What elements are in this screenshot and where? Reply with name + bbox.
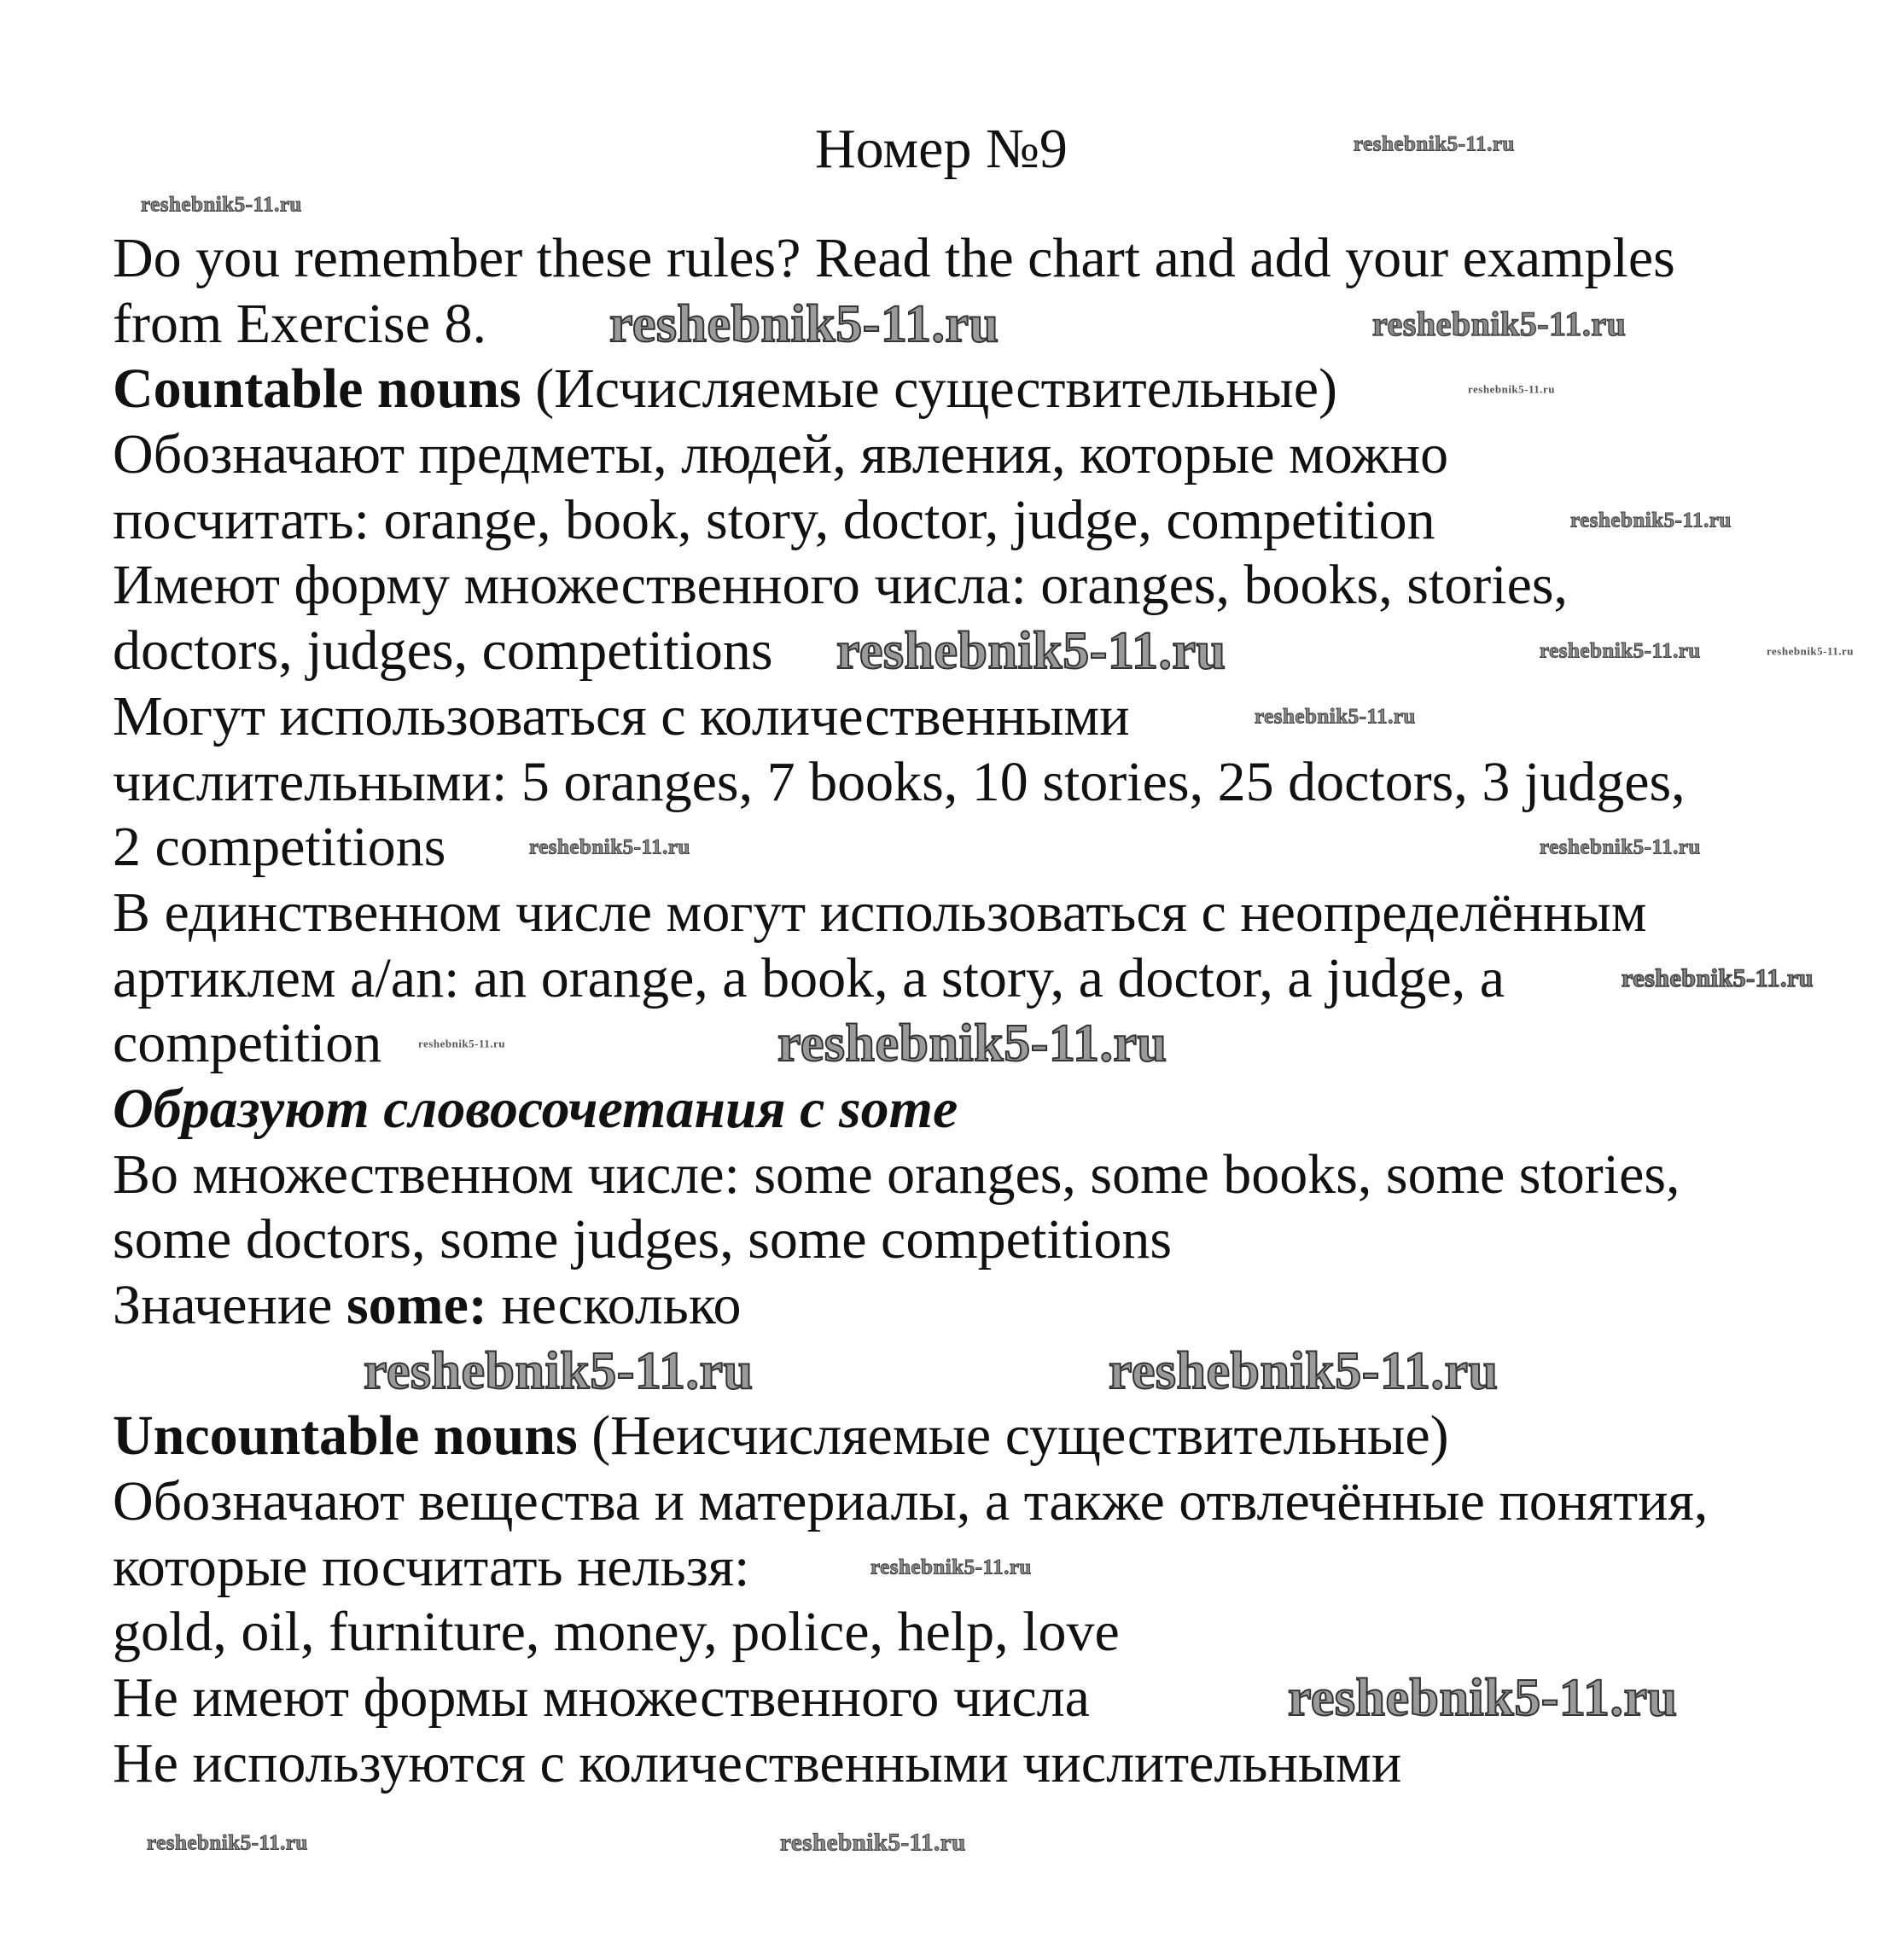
line-text: Во множественном числе: some oranges, some books, some stories, xyxy=(113,1143,1680,1206)
line-text: Имеют форму множественного числа: oranges, books, stories, xyxy=(113,554,1569,617)
watermark: reshebnik5-11.ru xyxy=(1570,509,1732,532)
watermark: reshebnik5-11.ru xyxy=(141,193,302,217)
watermark: reshebnik5-11.ru xyxy=(1255,705,1416,729)
watermark: reshebnik5-11.ru xyxy=(1540,835,1701,859)
line-text: которые посчитать нельзя: xyxy=(113,1535,750,1598)
line-text: some doctors, some judges, some competitions xyxy=(113,1208,1173,1271)
text-line xyxy=(113,488,1708,554)
text-line xyxy=(113,946,1708,1012)
text-line xyxy=(113,1600,1708,1666)
line-text: Значение xyxy=(113,1274,346,1336)
text-line xyxy=(113,1207,1708,1273)
watermark: reshebnik5-11.ru xyxy=(1372,305,1627,343)
text-line xyxy=(113,1469,1708,1535)
watermark: reshebnik5-11.ru xyxy=(1468,382,1556,396)
text-line xyxy=(113,553,1708,619)
line-text: артиклем a/an: an orange, a book, a story, a doctor, a judge, a xyxy=(113,946,1505,1009)
bold-term: some: xyxy=(346,1274,487,1336)
heading-translation: (Исчисляемые существительные) xyxy=(521,358,1338,421)
text-line xyxy=(113,1731,1708,1797)
watermark: reshebnik5-11.ru xyxy=(609,295,999,353)
text-line xyxy=(113,422,1708,488)
heading-bold: Countable nouns xyxy=(113,358,521,421)
line-text: Do you remember these rules? Read the chart and add your examples xyxy=(113,227,1675,289)
text-line xyxy=(113,684,1708,750)
line-text: посчитать: orange, book, story, doctor, judge, competition xyxy=(113,488,1435,551)
line-text: Обозначают вещества и материалы, а также отвлечённые понятия, xyxy=(113,1470,1709,1533)
watermark: reshebnik5-11.ru xyxy=(147,1831,308,1855)
page-title: Номер №9 xyxy=(815,118,1068,180)
line-text: Обозначают предметы, людей, явления, которые можно xyxy=(113,423,1449,486)
watermark: reshebnik5-11.ru xyxy=(836,622,1226,680)
watermark: reshebnik5-11.ru xyxy=(364,1342,754,1400)
line-text: Не используются с количественными числительными xyxy=(113,1731,1402,1794)
watermark: reshebnik5-11.ru xyxy=(1540,639,1701,663)
text-line xyxy=(113,1273,1708,1339)
text-line xyxy=(113,226,1708,292)
heading-bold: Uncountable nouns xyxy=(113,1404,578,1468)
line-text: числительными: 5 oranges, 7 books, 10 stories, 25 doctors, 3 judges, xyxy=(113,750,1686,813)
line-text: competition xyxy=(113,1012,382,1075)
line-text: В единственном числе могут использоваться с неопределённым xyxy=(113,881,1647,944)
watermark: reshebnik5-11.ru xyxy=(1622,964,1814,992)
subheading-text: Образуют словосочетания с some xyxy=(113,1077,958,1140)
line-text: несколько xyxy=(486,1274,742,1336)
line-text: Не имеют формы множественного числа xyxy=(113,1666,1090,1730)
watermark: reshebnik5-11.ru xyxy=(418,1037,506,1050)
watermark: reshebnik5-11.ru xyxy=(529,835,690,859)
watermark: reshebnik5-11.ru xyxy=(1767,644,1855,658)
text-line xyxy=(113,1143,1708,1208)
watermark: reshebnik5-11.ru xyxy=(1288,1669,1678,1727)
text-line xyxy=(113,815,1708,881)
heading-translation: (Неисчисляемые существительные) xyxy=(577,1404,1449,1468)
line-text: 2 competitions xyxy=(113,816,446,879)
watermark: reshebnik5-11.ru xyxy=(780,1829,966,1857)
text-line xyxy=(113,750,1708,816)
subheading-some xyxy=(113,1077,1708,1143)
watermark: reshebnik5-11.ru xyxy=(1354,132,1515,156)
section-heading-uncountable xyxy=(113,1404,1708,1469)
text-line xyxy=(113,881,1708,946)
watermark: reshebnik5-11.ru xyxy=(870,1555,1032,1579)
watermark: reshebnik5-11.ru xyxy=(1109,1342,1499,1400)
line-text: gold, oil, furniture, money, police, help, love xyxy=(113,1601,1120,1664)
line-text: from Exercise 8. xyxy=(113,292,486,355)
watermark: reshebnik5-11.ru xyxy=(777,1015,1167,1073)
line-text: doctors, judges, competitions xyxy=(113,619,773,683)
line-text: Могут использоваться с количественными xyxy=(113,684,1130,747)
